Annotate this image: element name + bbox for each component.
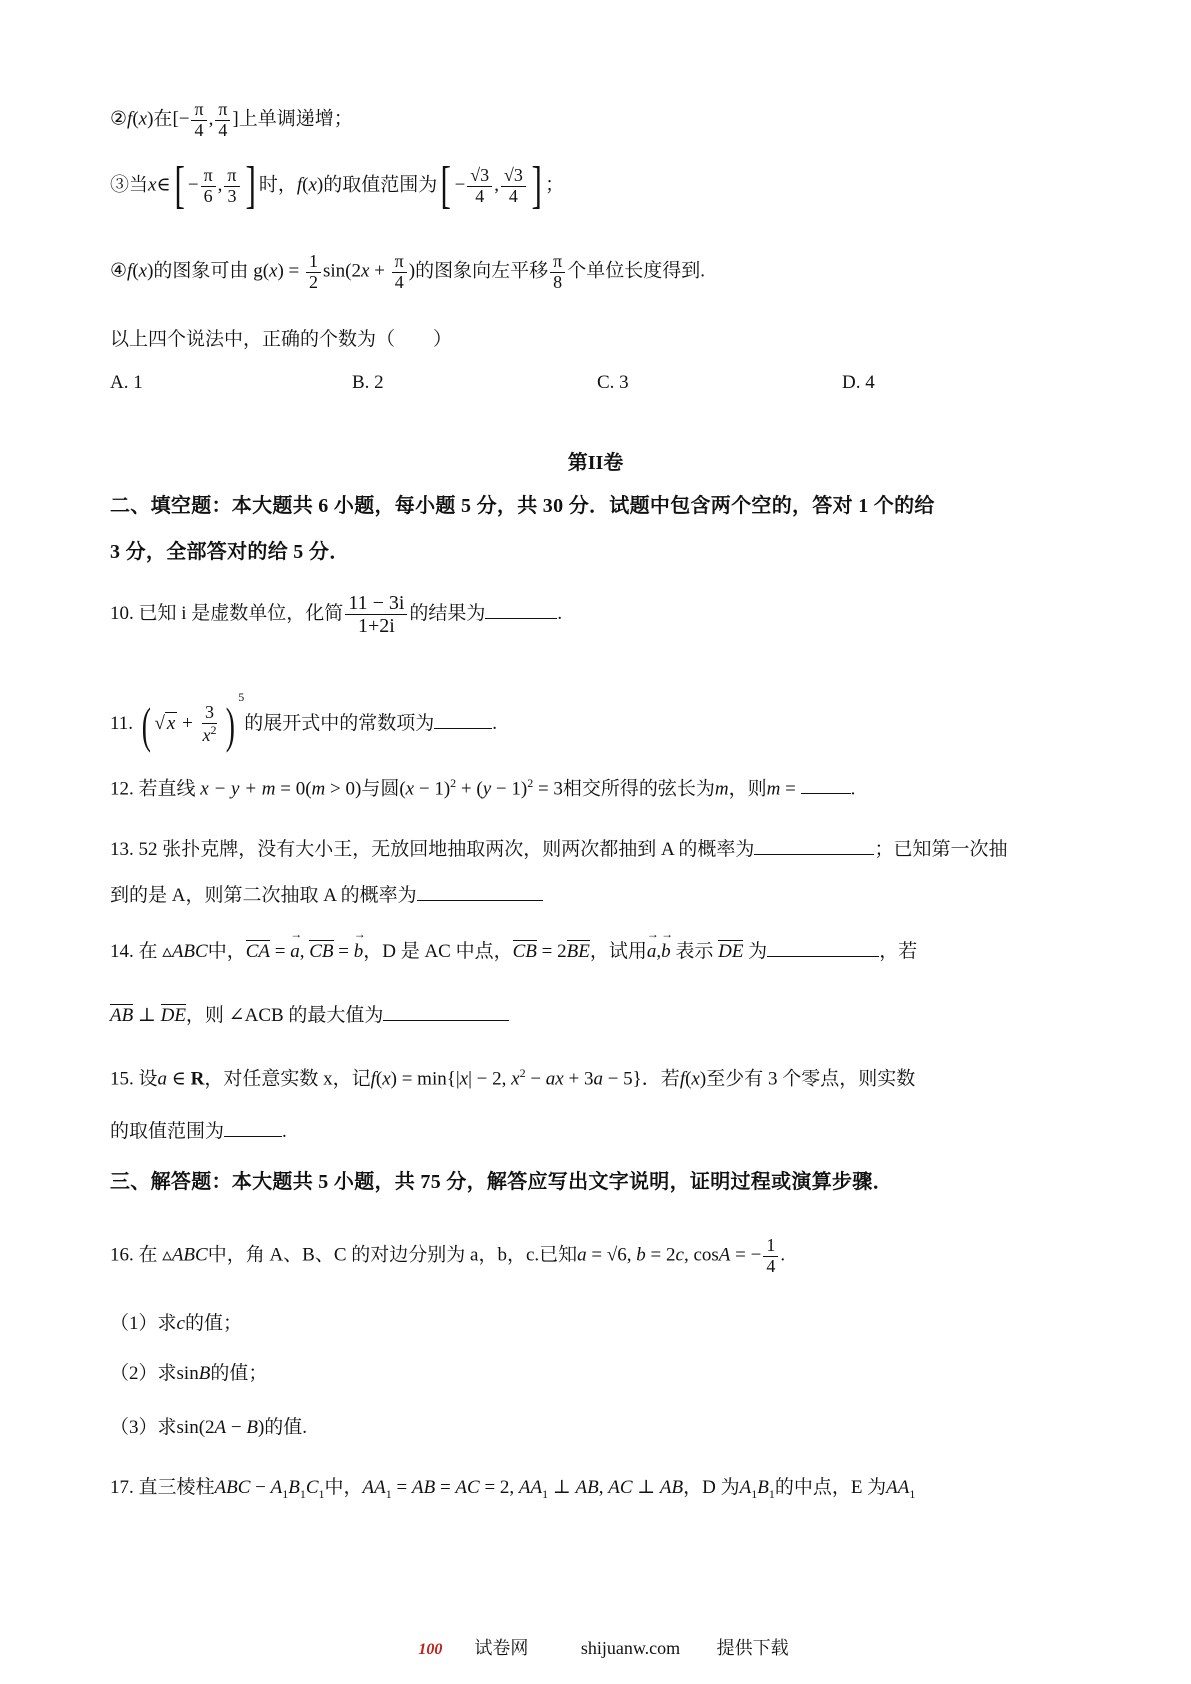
- section-2-heading-cont: 3 分，全部答对的给 5 分．: [110, 541, 350, 563]
- question-13: 13. 52 张扑克牌，没有大小王，无放回地抽取两次，则两次都抽到 A 的概率为 ；已知第一次抽: [110, 839, 1008, 860]
- option-b: B. 2: [352, 372, 384, 393]
- question-12: 12. 若直线 x − y + m = 0(m > 0)与圆$(x - 1)^2 + (y - 1)^2 = 3$相交所得的弦长为m，则m = .: [110, 776, 856, 800]
- answer-blank[interactable]: [224, 1120, 282, 1137]
- question-13-cont: 到的是 A，则第二次抽取 A 的概率为: [110, 884, 1095, 908]
- option-a: A. 1: [110, 372, 143, 393]
- statement-2: ②f(x)在[− $\frac{\pi}{4}$ , $\frac{\pi}{4}$ ]上单调递增；: [110, 99, 353, 140]
- question-10: 10. 已知 i 是虚数单位，化简 $\frac{11 - 3i}{1+2i}$ 的结果为 .: [110, 592, 563, 637]
- question-16-part-1: （1）求c的值；: [110, 1313, 242, 1334]
- answer-blank[interactable]: [767, 940, 879, 957]
- question-14-cont: AB ⊥ DE，则 ∠ACB 的最大值为: [110, 1004, 1095, 1028]
- answer-blank[interactable]: [801, 777, 851, 794]
- site-url[interactable]: shijuanw.com: [580, 1638, 681, 1658]
- question-17: 17. 直三棱柱ABC − $A_1B_1C_1$中，$AA_1$ = AB = AC = 2, $AA_1$ ⊥ AB, AC ⊥ AB，D 为$A_1B_1$的中点，E 为$AA_1$: [110, 1477, 916, 1501]
- section-3-heading: 三、解答题：本大题共 5 小题，共 75 分，解答应写出文字说明，证明过程或演算步骤．: [110, 1171, 893, 1193]
- answer-blank[interactable]: [434, 712, 492, 729]
- question-16-part-3: （3）求sin(2A − B)的值.: [110, 1417, 308, 1438]
- answer-blank[interactable]: [417, 884, 543, 901]
- option-c: C. 3: [597, 372, 629, 393]
- answer-blank[interactable]: [383, 1004, 509, 1021]
- question-15-cont: 的取值范围为 .: [110, 1121, 287, 1142]
- statement-4: ④f(x)的图象可由 g(x) = $\frac{1}{2}$ sin(2x + $\frac{\pi}{4}$ )的图象向左平移 $\frac{\pi}{8}$ 个单位长度得到.: [110, 251, 705, 292]
- question-11: 11. ( √ x + $\frac{3}{x^2}$ ) $^5$的展开式中的常数项为 .: [110, 690, 497, 753]
- statement-number: ②: [110, 108, 128, 130]
- question-15: 15. 设a ∈ R，对任意实数 x，记f(x) = min{|x| − 2, $x^2$ − ax + 3a − 5}．若f(x)至少有 3 个零点，则实数: [110, 1066, 916, 1090]
- question-16-part-2: （2）求sinB的值；: [110, 1363, 268, 1384]
- section-2-heading: 二、填空题：本大题共 6 小题，每小题 5 分，共 30 分．试题中包含两个空的，答对 1 个的给: [110, 495, 935, 517]
- answer-blank[interactable]: [754, 838, 874, 855]
- question-16: 16. 在 ▵ABC中，角 A、B、C 的对边分别为 a，b，c.已知a = √6, b = 2c, cosA = − $\frac{1}{4}$ .: [110, 1235, 786, 1276]
- question-stem: 以上四个说法中，正确的个数为（ ）: [110, 329, 453, 350]
- statement-3: ③当x∈[ − $\frac{\pi}{6}$ , $\frac{\pi}{3}$ ] 时，f(x)的取值范围为[ − $\frac{√3}{4}$ , $\frac{√3}{4}$ ] ；: [110, 157, 565, 214]
- option-d: D. 4: [842, 372, 875, 393]
- page-footer: 100 试卷网 shijuanw.com 提供下载: [418, 1638, 789, 1658]
- question-14: 14. 在 ▵ABC中，CA = → a, CB = → b，D 是 AC 中点，CB = 2BE，试用→ a,→ b 表示 DE 为 ，若: [110, 940, 1095, 964]
- answer-blank[interactable]: [485, 602, 557, 619]
- site-logo: 100: [418, 1641, 443, 1658]
- part-title: 第II卷: [567, 452, 624, 474]
